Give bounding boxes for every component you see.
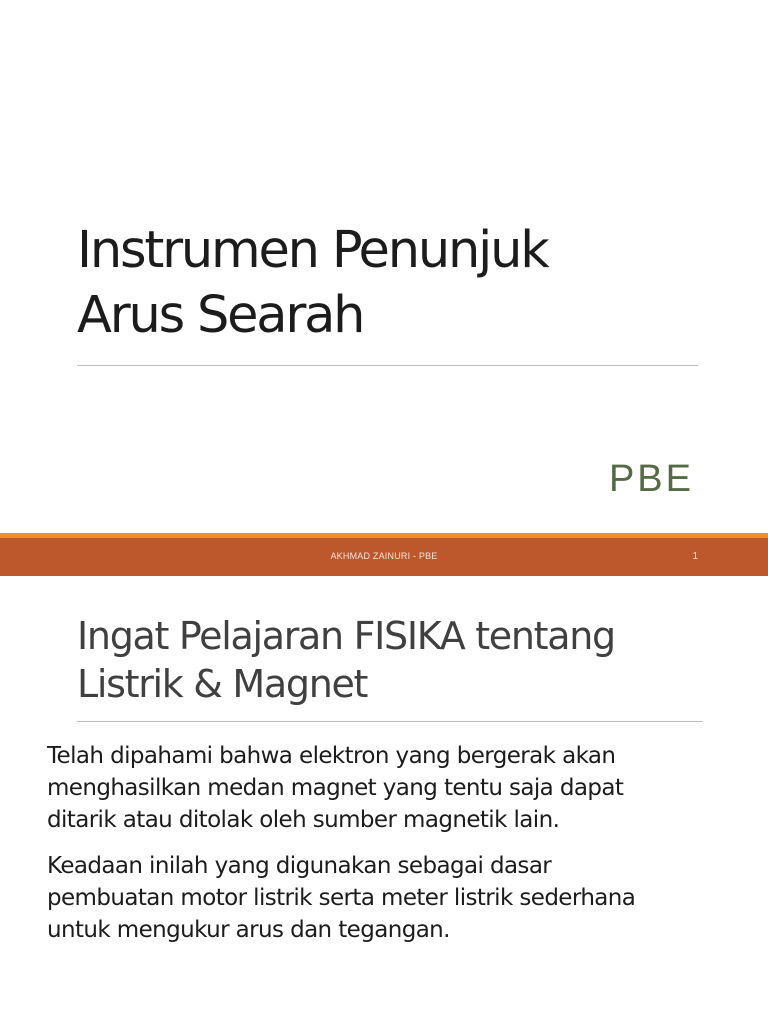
title-divider — [77, 721, 703, 722]
body-paragraph — [47, 740, 747, 836]
slide-title-line: Arus Searah — [77, 286, 364, 345]
paragraph-line: untuk mengukur arus dan tegangan. — [47, 917, 450, 943]
slide-title-line: Instrumen Penunjuk — [77, 221, 548, 280]
slide-title — [77, 218, 717, 348]
body-paragraph — [47, 850, 747, 946]
paragraph-line: pembuatan motor listrik serta meter listrik sederhana — [47, 885, 636, 911]
page-number: 1 — [692, 551, 698, 562]
paragraph-line: Keadaan inilah yang digunakan sebagai dasar — [47, 853, 552, 879]
slide-title — [77, 612, 737, 708]
title-divider — [77, 365, 698, 366]
slide-title-line: Ingat Pelajaran FISIKA tentang — [77, 614, 615, 658]
slide-subtitle: PBE — [608, 458, 694, 500]
paragraph-line: menghasilkan medan magnet yang tentu saja dapat — [47, 775, 624, 801]
paragraph-line: Telah dipahami bahwa elektron yang bergerak akan — [47, 743, 616, 769]
slide-footer — [0, 538, 768, 576]
slide-title-line: Listrik & Magnet — [77, 662, 368, 706]
footer-author: AKHMAD ZAINURI - PBE — [330, 551, 438, 561]
content-slide — [0, 576, 768, 1024]
paragraph-line: ditarik atau ditolak oleh sumber magnetik lain. — [47, 807, 560, 833]
